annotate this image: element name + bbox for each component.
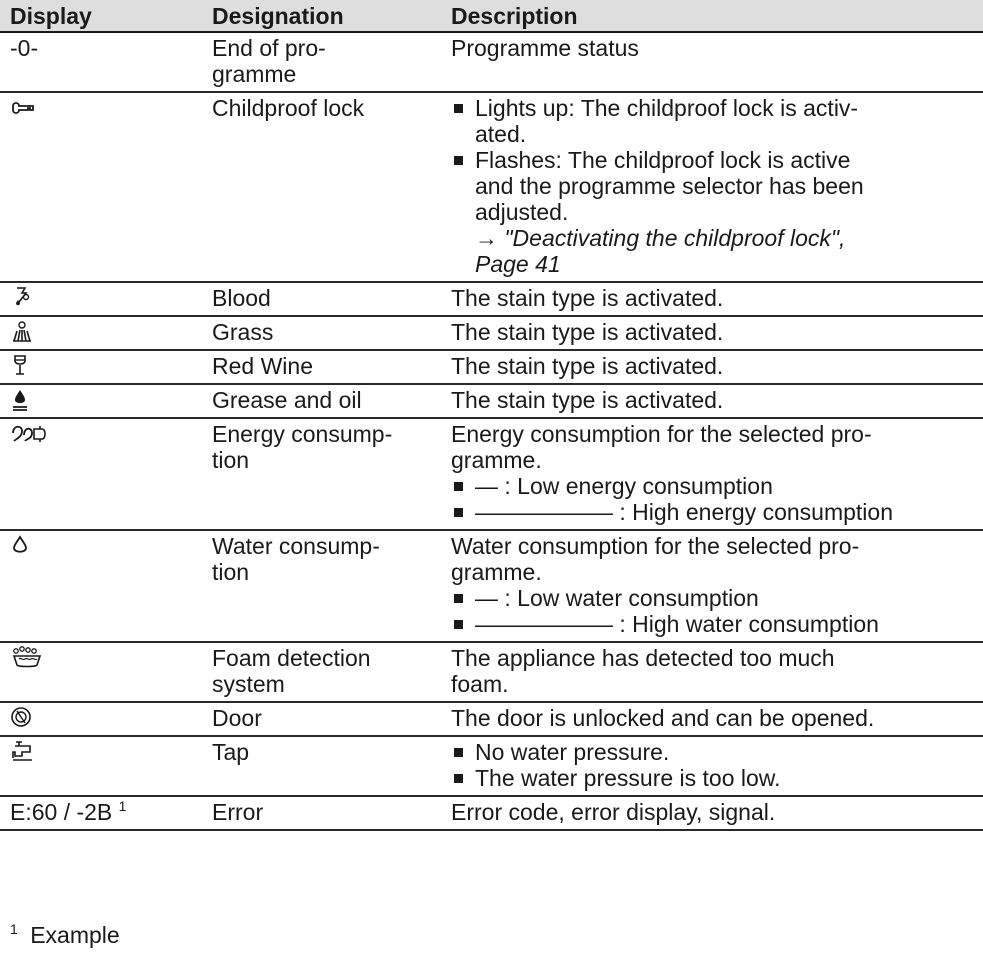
designation-cell: [202, 702, 441, 736]
display-cell: [0, 350, 202, 384]
designation-line: tion: [212, 559, 250, 585]
description-cell: [441, 736, 983, 796]
designation-line: Tap: [212, 739, 250, 765]
designation-line: Foam detection: [212, 645, 371, 671]
description-cell: [441, 796, 983, 830]
display-cell: [0, 736, 202, 796]
designation-line: Energy consump-: [212, 421, 393, 447]
description-line: The stain type is activated.: [451, 387, 724, 413]
bullet-line: Flashes: The childproof lock is active: [475, 147, 851, 173]
bullet-list: [451, 473, 973, 525]
list-item: — : Low energy consumption: [451, 473, 973, 499]
footnote-text: Example: [30, 922, 120, 948]
description-cell: [441, 92, 983, 282]
display-cell: [0, 282, 202, 316]
foam-icon: [10, 645, 44, 671]
designation-cell: [202, 32, 441, 92]
table-row: [0, 736, 983, 796]
display-cell: [0, 796, 202, 830]
description-cell: [441, 282, 983, 316]
table-row: [0, 796, 983, 830]
table-header-row: [0, 0, 983, 32]
designation-cell: [202, 282, 441, 316]
table-row: [0, 282, 983, 316]
designation-line: Grass: [212, 319, 274, 345]
tap-icon: [10, 739, 36, 765]
list-item: — : Low water consumption: [451, 585, 973, 611]
designation-cell: [202, 736, 441, 796]
description-line: foam.: [451, 671, 509, 697]
designation-cell: [202, 642, 441, 702]
description-cell: [441, 530, 983, 642]
grease-drop-icon: [10, 387, 36, 413]
designation-line: Water consump-: [212, 533, 380, 559]
designation-line: tion: [212, 447, 250, 473]
error-code-text: E:60 / -2B: [10, 799, 113, 825]
designation-line: Childproof lock: [212, 95, 365, 121]
designation-line: Grease and oil: [212, 387, 362, 413]
cross-reference-link[interactable]: → "Deactivating the childproof lock",: [475, 225, 846, 251]
footnote-number: 1: [10, 921, 18, 937]
description-cell: [441, 702, 983, 736]
table-row: [0, 316, 983, 350]
bullet-line: and the programme selector has been: [475, 173, 864, 199]
designation-cell: [202, 92, 441, 282]
description-line: Error code, error display, signal.: [451, 799, 776, 825]
description-line: The appliance has detected too much: [451, 645, 835, 671]
table-row: [0, 384, 983, 418]
display-cell: [0, 642, 202, 702]
designation-line: gramme: [212, 61, 297, 87]
designation-line: End of pro-: [212, 35, 326, 61]
grass-stain-icon: [10, 319, 36, 345]
display-cell: [0, 530, 202, 642]
description-line: The stain type is activated.: [451, 319, 724, 345]
designation-line: Error: [212, 799, 264, 825]
description-cell: [441, 316, 983, 350]
list-item: —————— : High energy consumption: [451, 499, 973, 525]
bullet-line: ated.: [475, 121, 527, 147]
water-drop-icon: [10, 533, 36, 559]
header-display: Display: [0, 0, 202, 32]
description-line: Programme status: [451, 35, 639, 61]
designation-cell: [202, 530, 441, 642]
designation-cell: [202, 316, 441, 350]
description-cell: [441, 418, 983, 530]
designation-cell: [202, 418, 441, 530]
bullet-list: [451, 739, 973, 791]
display-cell: [0, 316, 202, 350]
energy-plug-icon: [10, 421, 50, 447]
description-text: [451, 421, 973, 473]
display-cell: -0-: [0, 32, 202, 92]
description-line: gramme.: [451, 559, 542, 585]
description-cell: [441, 384, 983, 418]
display-cell: [0, 92, 202, 282]
list-item: No water pressure.: [451, 739, 973, 765]
header-description: Description: [441, 0, 983, 32]
display-cell: [0, 418, 202, 530]
bullet-line: Lights up: The childproof lock is activ-: [475, 95, 859, 121]
bullet-line: adjusted.: [475, 199, 569, 225]
list-item: The water pressure is too low.: [451, 765, 973, 791]
list-item: [451, 147, 973, 277]
designation-line: system: [212, 671, 285, 697]
description-text: [451, 533, 973, 585]
door-icon: [10, 705, 36, 731]
description-line: The door is unlocked and can be opened.: [451, 705, 875, 731]
bullet-list: [451, 585, 973, 637]
description-line: The stain type is activated.: [451, 285, 724, 311]
description-cell: [441, 32, 983, 92]
cross-reference-page[interactable]: Page 41: [475, 251, 561, 277]
description-line: gramme.: [451, 447, 542, 473]
display-cell: [0, 384, 202, 418]
description-cell: [441, 642, 983, 702]
designation-line: Red Wine: [212, 353, 313, 379]
list-item: [451, 95, 973, 147]
header-designation: Designation: [202, 0, 441, 32]
wine-glass-icon: [10, 353, 36, 379]
table-row: [0, 350, 983, 384]
description-line: Water consumption for the selected pro-: [451, 533, 860, 559]
designation-line: Door: [212, 705, 262, 731]
footnote: [10, 922, 120, 948]
bullet-list: [451, 95, 973, 277]
key-icon: [10, 95, 36, 121]
display-cell: [0, 702, 202, 736]
table-row: [0, 530, 983, 642]
designation-cell: [202, 796, 441, 830]
table-row: [0, 642, 983, 702]
blood-stain-icon: [10, 285, 36, 311]
description-cell: [441, 350, 983, 384]
designation-cell: [202, 350, 441, 384]
description-line: Energy consumption for the selected pro-: [451, 421, 872, 447]
table-row: [0, 32, 983, 92]
designation-cell: [202, 384, 441, 418]
table-row: [0, 702, 983, 736]
table-row: [0, 92, 983, 282]
description-line: The stain type is activated.: [451, 353, 724, 379]
designation-line: Blood: [212, 285, 271, 311]
table-row: [0, 418, 983, 530]
footnote-marker: 1: [118, 798, 127, 814]
list-item: —————— : High water consumption: [451, 611, 973, 637]
